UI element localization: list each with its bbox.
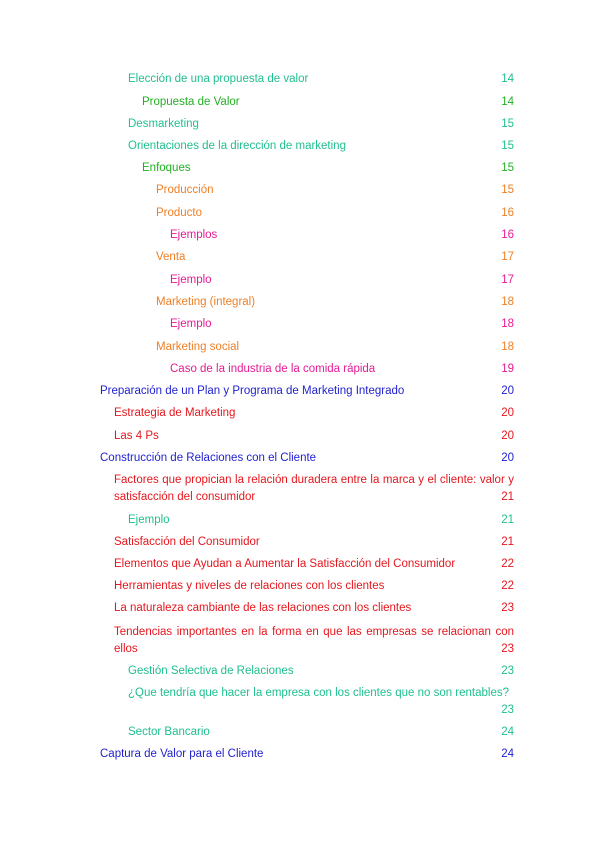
toc-entry-page: 20: [501, 385, 514, 397]
toc-entry-title: Ejemplo: [170, 274, 212, 286]
toc-entry[interactable]: [128, 138, 514, 155]
toc-entry-page: 20: [501, 452, 514, 464]
toc-entry-page: 14: [501, 96, 514, 108]
toc-entry-title: Orientaciones de la dirección de marketing: [128, 140, 346, 152]
toc-entry[interactable]: [128, 663, 514, 680]
toc-entry-page: 18: [501, 296, 514, 308]
toc-entry-title: Enfoques: [142, 162, 191, 174]
toc-entry-page: 23: [501, 665, 514, 677]
toc-entry[interactable]: [128, 724, 514, 741]
toc-entry-page: 21: [501, 491, 514, 503]
toc-entry[interactable]: [156, 205, 514, 222]
toc-entry[interactable]: [142, 160, 514, 177]
toc-entry-page: 18: [501, 318, 514, 330]
toc-entry-page: 21: [501, 536, 514, 548]
toc-entry-page: 16: [501, 207, 514, 219]
toc-entry[interactable]: [128, 116, 514, 133]
toc-entry[interactable]: [170, 227, 514, 244]
toc-entry-title: Las 4 Ps: [114, 430, 159, 442]
toc-entry-page: 15: [501, 162, 514, 174]
toc-entry-title: Sector Bancario: [128, 726, 210, 738]
toc-entry[interactable]: [128, 685, 514, 716]
toc-entry-page: 23: [501, 643, 514, 655]
toc-entry[interactable]: [128, 512, 514, 529]
toc-entry-title: Venta: [156, 251, 186, 263]
toc-entry[interactable]: [114, 600, 514, 617]
toc-entry-title: La naturaleza cambiante de las relaciones con los clientes: [114, 602, 412, 614]
toc-entry-title: Propuesta de Valor: [142, 96, 240, 108]
toc-entry-page: 16: [501, 229, 514, 241]
toc-entry[interactable]: [156, 339, 514, 356]
toc-entry[interactable]: [100, 450, 514, 467]
toc-entry-page: 15: [501, 118, 514, 130]
toc-entry-title: ¿Que tendría que hacer la empresa con los clientes que no son rentables?: [128, 687, 510, 699]
toc-entry[interactable]: [100, 746, 514, 763]
toc-entry[interactable]: [114, 534, 514, 551]
toc-entry-page: 22: [501, 558, 514, 570]
toc-entry[interactable]: [114, 405, 514, 422]
toc-entry[interactable]: [114, 428, 514, 445]
toc-entry[interactable]: [128, 71, 514, 88]
toc-entry-title: Satisfacción del Consumidor: [114, 536, 260, 548]
toc-entry-title: Factores que propician la relación duradera entre la marca y el cliente: valor y satisfacción del consumidor: [114, 474, 514, 503]
toc-entry-title: Captura de Valor para el Cliente: [100, 748, 264, 760]
toc-entry[interactable]: [170, 316, 514, 333]
toc-entry-title: Elementos que Ayudan a Aumentar la Satisfacción del Consumidor: [114, 558, 456, 570]
toc-entry-title: Ejemplos: [170, 229, 218, 241]
toc-entry-title: Construcción de Relaciones con el Cliente: [100, 452, 317, 464]
toc-entry-title: Producto: [156, 207, 203, 219]
toc-entry-page: 20: [501, 407, 514, 419]
toc-entry[interactable]: [156, 294, 514, 311]
toc-entry[interactable]: [100, 383, 514, 400]
toc-entry-page: 19: [501, 363, 514, 375]
toc-entry-page: 17: [501, 251, 514, 263]
toc-entry[interactable]: [156, 249, 514, 266]
toc-entry-title: Herramientas y niveles de relaciones con los clientes: [114, 580, 385, 592]
toc-entry[interactable]: [156, 182, 514, 199]
toc-entry-title: Ejemplo: [170, 318, 212, 330]
toc-entry-title: Caso de la industria de la comida rápida: [170, 363, 376, 375]
toc-entry[interactable]: [170, 272, 514, 289]
toc-entry-page: 14: [501, 73, 514, 85]
toc-entry-page: 23: [501, 602, 514, 614]
toc-entry-title: Tendencias importantes en la forma en que las empresas se relacionan con ellos: [114, 626, 514, 655]
toc-entry-page: 22: [501, 580, 514, 592]
toc-entry-page: 17: [501, 274, 514, 286]
toc-entry-page: 24: [501, 726, 514, 738]
toc-entry-title: Gestión Selectiva de Relaciones: [128, 665, 294, 677]
toc-entry-title: Ejemplo: [128, 514, 170, 526]
toc-entry[interactable]: [114, 556, 514, 573]
toc-entry-title: Producción: [156, 184, 214, 196]
toc-entry-title: Desmarketing: [128, 118, 199, 130]
toc-entry-page: 15: [501, 184, 514, 196]
toc-entry-page: 23: [501, 704, 514, 716]
toc-entry[interactable]: [114, 472, 514, 506]
toc-entry-title: Elección de una propuesta de valor: [128, 73, 309, 85]
toc-entry-title: Marketing (integral): [156, 296, 256, 308]
toc-entry[interactable]: [170, 361, 514, 378]
toc-entry-title: Marketing social: [156, 341, 240, 353]
toc-entry[interactable]: [114, 578, 514, 595]
toc-entry-page: 15: [501, 140, 514, 152]
toc-entry-page: 18: [501, 341, 514, 353]
toc-entry-page: 21: [501, 514, 514, 526]
toc-entry-page: 24: [501, 748, 514, 760]
toc-entry-page: 20: [501, 430, 514, 442]
toc-entry-title: Preparación de un Plan y Programa de Marketing Integrado: [100, 385, 405, 397]
toc-entry[interactable]: [142, 94, 514, 111]
toc-entry-title: Estrategia de Marketing: [114, 407, 236, 419]
toc-entry[interactable]: [114, 624, 514, 658]
